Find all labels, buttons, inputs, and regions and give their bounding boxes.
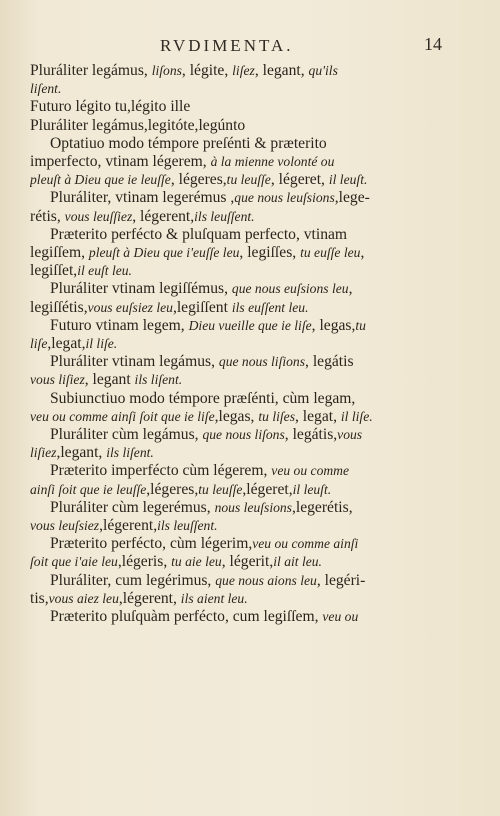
french-gloss: liſiez — [30, 445, 57, 461]
latin-text: , legátis, — [284, 426, 338, 444]
french-gloss: liſe — [30, 336, 48, 352]
text-line — [30, 244, 456, 262]
text-line — [30, 189, 456, 207]
french-gloss: il liſe. — [340, 408, 373, 424]
french-gloss: pleuſt à Dieu que ie leuſſe — [30, 172, 171, 188]
latin-text: ,legerétis, — [291, 498, 353, 516]
french-gloss: tu aie leu — [171, 554, 222, 570]
latin-text: Pluráliter, vtinam legerémus , — [50, 189, 235, 207]
french-gloss: vous — [337, 427, 363, 443]
page-number: 14 — [424, 34, 442, 54]
french-gloss: tu leuſſe — [198, 481, 243, 497]
text-line — [30, 317, 456, 335]
french-gloss: tu — [355, 317, 366, 333]
latin-text: ,legant, — [56, 444, 107, 462]
latin-text: Præterito pluſquàm perfécto, cum legiſſem, — [50, 608, 323, 626]
french-gloss: vous euſsiez leu — [87, 299, 173, 315]
latin-text: Pluráliter legámus, — [30, 62, 152, 79]
latin-text: legiſſem, — [30, 244, 89, 262]
text-line — [30, 335, 456, 353]
text-line — [30, 62, 456, 80]
french-gloss: ils aient leu. — [180, 590, 248, 606]
text-line — [30, 517, 456, 535]
french-gloss: tu leuſſe — [226, 172, 271, 188]
latin-text: Optatiuo modo témpore preſénti & præterito — [50, 134, 327, 152]
page-header — [0, 36, 500, 64]
latin-text: , légerit, — [221, 553, 274, 571]
latin-text: Futuro légito tu,légito ille — [30, 98, 191, 116]
latin-text: tis, — [30, 589, 49, 607]
french-gloss: pleuſt à Dieu que i'euſſe leu — [88, 245, 240, 261]
french-gloss: vous leuſſiez — [64, 208, 133, 224]
text-line — [30, 408, 456, 426]
french-gloss: à la mienne volonté ou — [210, 154, 335, 170]
text-line — [30, 590, 456, 608]
french-gloss: veu ou comme ainſi — [252, 536, 359, 552]
french-gloss: ils leuſſent. — [194, 208, 255, 224]
text-line — [30, 153, 456, 171]
french-gloss: vous liſiez — [30, 372, 85, 388]
text-line — [30, 444, 456, 462]
french-gloss: tu liſes — [258, 408, 295, 424]
latin-text: rétis, — [30, 207, 65, 225]
latin-text: Pluráliter legámus,legitóte,legúnto — [30, 116, 246, 134]
latin-text: Futuro vtinam legem, — [50, 316, 189, 334]
text-line — [30, 135, 456, 153]
text-line — [30, 280, 456, 298]
latin-text: Pluráliter cùm legerémus, — [50, 498, 215, 516]
text-line — [30, 171, 456, 189]
latin-text: , — [348, 280, 353, 298]
french-gloss: que nous aions leu — [215, 572, 317, 588]
latin-text: ,lege- — [334, 189, 370, 207]
text-line — [30, 226, 456, 244]
french-gloss: liſons — [151, 63, 182, 78]
latin-text: ,légeres, — [146, 480, 199, 498]
latin-text: Pluráliter, cum legérimus, — [50, 571, 216, 589]
latin-text: , legas, — [311, 316, 356, 334]
text-line — [30, 499, 456, 517]
french-gloss: ils liſent. — [106, 445, 154, 461]
latin-text: Pluráliter vtinam legámus, — [50, 353, 219, 371]
french-gloss: ils leuſſent. — [157, 518, 218, 534]
french-gloss: que nous liſions — [218, 354, 306, 370]
french-gloss: que nous liſons — [202, 427, 285, 443]
text-line — [30, 535, 456, 553]
text-line — [30, 390, 456, 408]
french-gloss: il liſe. — [85, 336, 118, 352]
french-gloss: il euſt leu. — [77, 263, 132, 279]
latin-text: ,legiſſent — [172, 298, 232, 316]
french-gloss: liſent. — [30, 81, 62, 97]
latin-text: Præterito perfécto, cùm légerim, — [50, 535, 253, 553]
latin-text: ,légeris, — [117, 553, 172, 571]
french-gloss: il ait leu. — [273, 554, 322, 570]
text-line — [30, 553, 456, 571]
running-head: RVDIMENTA. — [160, 36, 294, 55]
french-gloss: que nous euſsions leu — [231, 281, 349, 297]
text-line — [30, 262, 456, 280]
french-gloss: Dieu vueille que ie liſe — [188, 317, 312, 333]
text-line — [30, 462, 456, 480]
french-gloss: liſez — [232, 63, 255, 78]
latin-text: , legant — [84, 371, 135, 389]
latin-text: , legéri- — [316, 571, 366, 589]
french-gloss: que nous leuſsions — [234, 190, 335, 206]
french-gloss: qu'ils — [308, 63, 338, 78]
latin-text: , — [360, 244, 365, 262]
latin-text: Pluráliter cùm legámus, — [50, 426, 203, 444]
text-line — [30, 117, 456, 135]
text-line — [30, 98, 456, 116]
text-line — [30, 481, 456, 499]
text-line — [30, 371, 456, 389]
latin-text: , legant, — [254, 62, 309, 79]
french-gloss: veu ou comme ainſi ſoit que ie liſe — [30, 408, 215, 424]
latin-text: imperfecto, vtinam légerem, — [30, 153, 211, 171]
french-gloss: veu ou comme — [271, 463, 350, 479]
french-gloss: vous leuſsiez — [30, 518, 100, 534]
latin-text: legiſſet, — [30, 262, 78, 280]
latin-text: , légeret, — [270, 171, 329, 189]
latin-text: ,légeret, — [242, 480, 293, 498]
latin-text: , légeres, — [170, 171, 227, 189]
latin-text: , legátis — [305, 353, 354, 371]
text-line — [30, 572, 456, 590]
french-gloss: ſoit que i'aie leu — [30, 554, 118, 570]
latin-text: , legat, — [295, 407, 341, 425]
latin-text: legiſſétis, — [30, 298, 88, 316]
french-gloss: veu ou — [322, 609, 359, 625]
text-line — [30, 608, 456, 626]
latin-text: Præterito imperfécto cùm légerem, — [50, 462, 272, 480]
french-gloss: ainſi ſoit que ie leuſſe — [30, 481, 147, 497]
latin-text: Subiunctiuo modo témpore præſénti, cùm legam, — [50, 389, 356, 407]
latin-text: ,légerent, — [118, 589, 181, 607]
french-gloss: ils liſent. — [134, 372, 183, 388]
french-gloss: il leuſt. — [292, 481, 332, 497]
french-gloss: ils euſſent leu. — [231, 299, 309, 315]
french-gloss: vous aiez leu — [48, 590, 119, 606]
latin-text: , legiſſes, — [239, 244, 301, 262]
latin-text: Præterito perfécto & pluſquam perfecto, vtinam — [50, 225, 348, 243]
latin-text: ,légerent, — [99, 517, 158, 535]
latin-text: ,legas, — [214, 407, 259, 425]
latin-text: , légerent, — [132, 207, 195, 225]
latin-text: ,legat, — [47, 335, 86, 353]
latin-text: Pluráliter vtinam legiſſémus, — [50, 280, 232, 298]
text-line — [30, 299, 456, 317]
body-text — [30, 62, 456, 626]
french-gloss: nous leuſsions — [214, 499, 292, 515]
latin-text: , légite, — [181, 62, 233, 79]
french-gloss: tu euſſe leu — [300, 245, 361, 261]
french-gloss: il leuſt. — [328, 172, 368, 188]
text-line — [30, 208, 456, 226]
text-line — [30, 426, 456, 444]
text-line — [30, 80, 456, 98]
text-line — [30, 353, 456, 371]
